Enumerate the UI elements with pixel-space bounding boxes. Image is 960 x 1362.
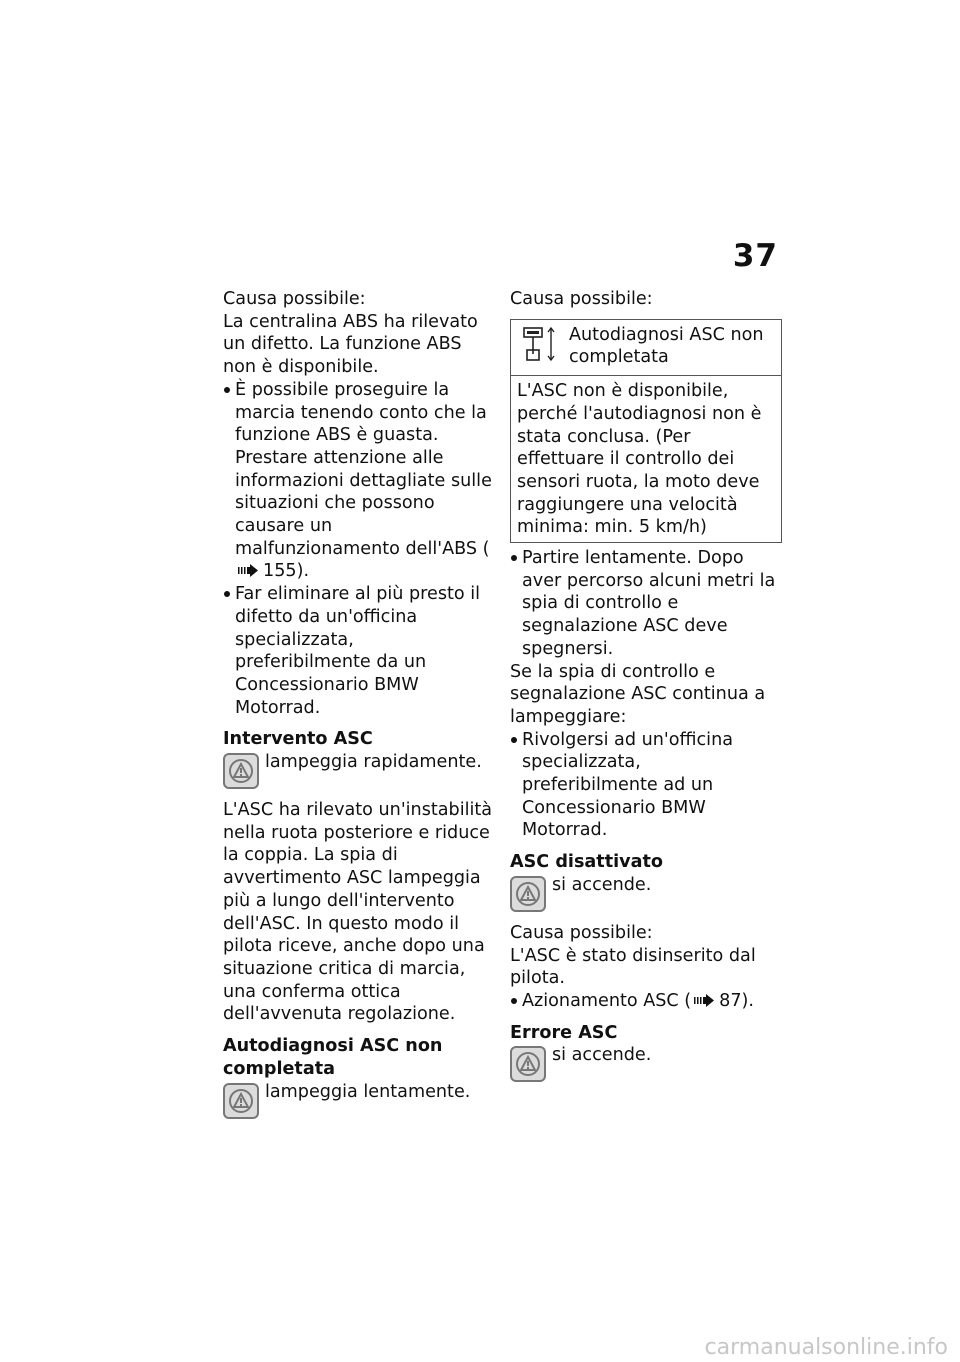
list-item: Partire lentamente. Dopo aver percorso alcuni metri la spia di controllo e segnalazione ASC deve spegnersi. (510, 547, 782, 661)
cause-text: La centralina ABS ha rilevato un difetto. La funzione ABS non è disponibile. (223, 311, 478, 378)
cause-text: L'ASC è stato disinserito dal pilota. (510, 945, 756, 989)
section-title-asc-self-diagnosis: Autodiagnosi ASC non completata (223, 1036, 443, 1079)
right-column (510, 288, 782, 1092)
list-item: È possibile proseguire la marcia tenendo conto che la funzione ABS è guasta. Prestare attenzione alle informazioni dettagliate sulle situazioni che possono causare un malfunzionamento dell'ABS (155). (223, 379, 495, 583)
icon-description: si accende. (552, 1045, 652, 1066)
engine-diagnosis-icon (519, 324, 559, 364)
cause-label: Causa possibile: (223, 289, 366, 309)
list-item: Far eliminare al più presto il difetto da un'officina specializzata, preferibilmente da un Concessionario BMW Motorrad. (223, 583, 495, 719)
bullet-list (510, 729, 782, 843)
bullet-list (510, 990, 782, 1013)
icon-description: lampeggia rapidamente. (265, 752, 482, 773)
cause-label: Causa possibile: (510, 289, 653, 309)
asc-warning-icon (223, 1083, 259, 1119)
section-body: L'ASC ha rilevato un'instabilità nella ruota posteriore e riduce la coppia. La spia di avvertimento ASC lampeggia più a lungo dell'intervento dell'ASC. In questo modo il pilota riceve, anche dopo una situazione critica di marcia, una conferma ottica dell'avvenuta regolazione. (223, 800, 493, 1025)
info-box-title: Autodiagnosi ASC non completata (569, 324, 764, 368)
bullet-list (510, 547, 782, 661)
section-title-asc-intervention: Intervento ASC (223, 729, 373, 750)
icon-description: si accende. (552, 874, 652, 895)
left-column (223, 288, 495, 1129)
section-title-asc-error: Errore ASC (510, 1022, 618, 1043)
info-box-body: L'ASC non è disponibile, perché l'autodiagnosi non è stata conclusa. (Per effettuare il controllo dei sensori ruota, la moto deve raggiungere una velocità minima: min. 5 km/h) (517, 381, 762, 538)
list-item: Azionamento ASC ( 87). (510, 990, 782, 1013)
reference-arrow-icon (694, 994, 716, 1007)
reference-arrow-icon (238, 564, 260, 577)
bullet-list (223, 379, 495, 720)
cause-label: Causa possibile: (510, 922, 653, 943)
asc-warning-icon (510, 876, 546, 912)
info-box (510, 319, 782, 543)
asc-warning-icon (510, 1046, 546, 1082)
asc-warning-icon (223, 753, 259, 789)
paragraph: Se la spia di controllo e segnalazione ASC continua a lampeggiare: (510, 661, 766, 727)
icon-description: lampeggia lentamente. (265, 1081, 471, 1102)
list-item: Rivolgersi ad un'officina specializzata, preferibilmente ad un Concessionario BMW Motorrad. (510, 729, 782, 843)
section-title-asc-off: ASC disattivato (510, 852, 663, 873)
page-number: 37 (732, 238, 778, 274)
watermark: carmanualsonline.info (704, 1335, 948, 1360)
